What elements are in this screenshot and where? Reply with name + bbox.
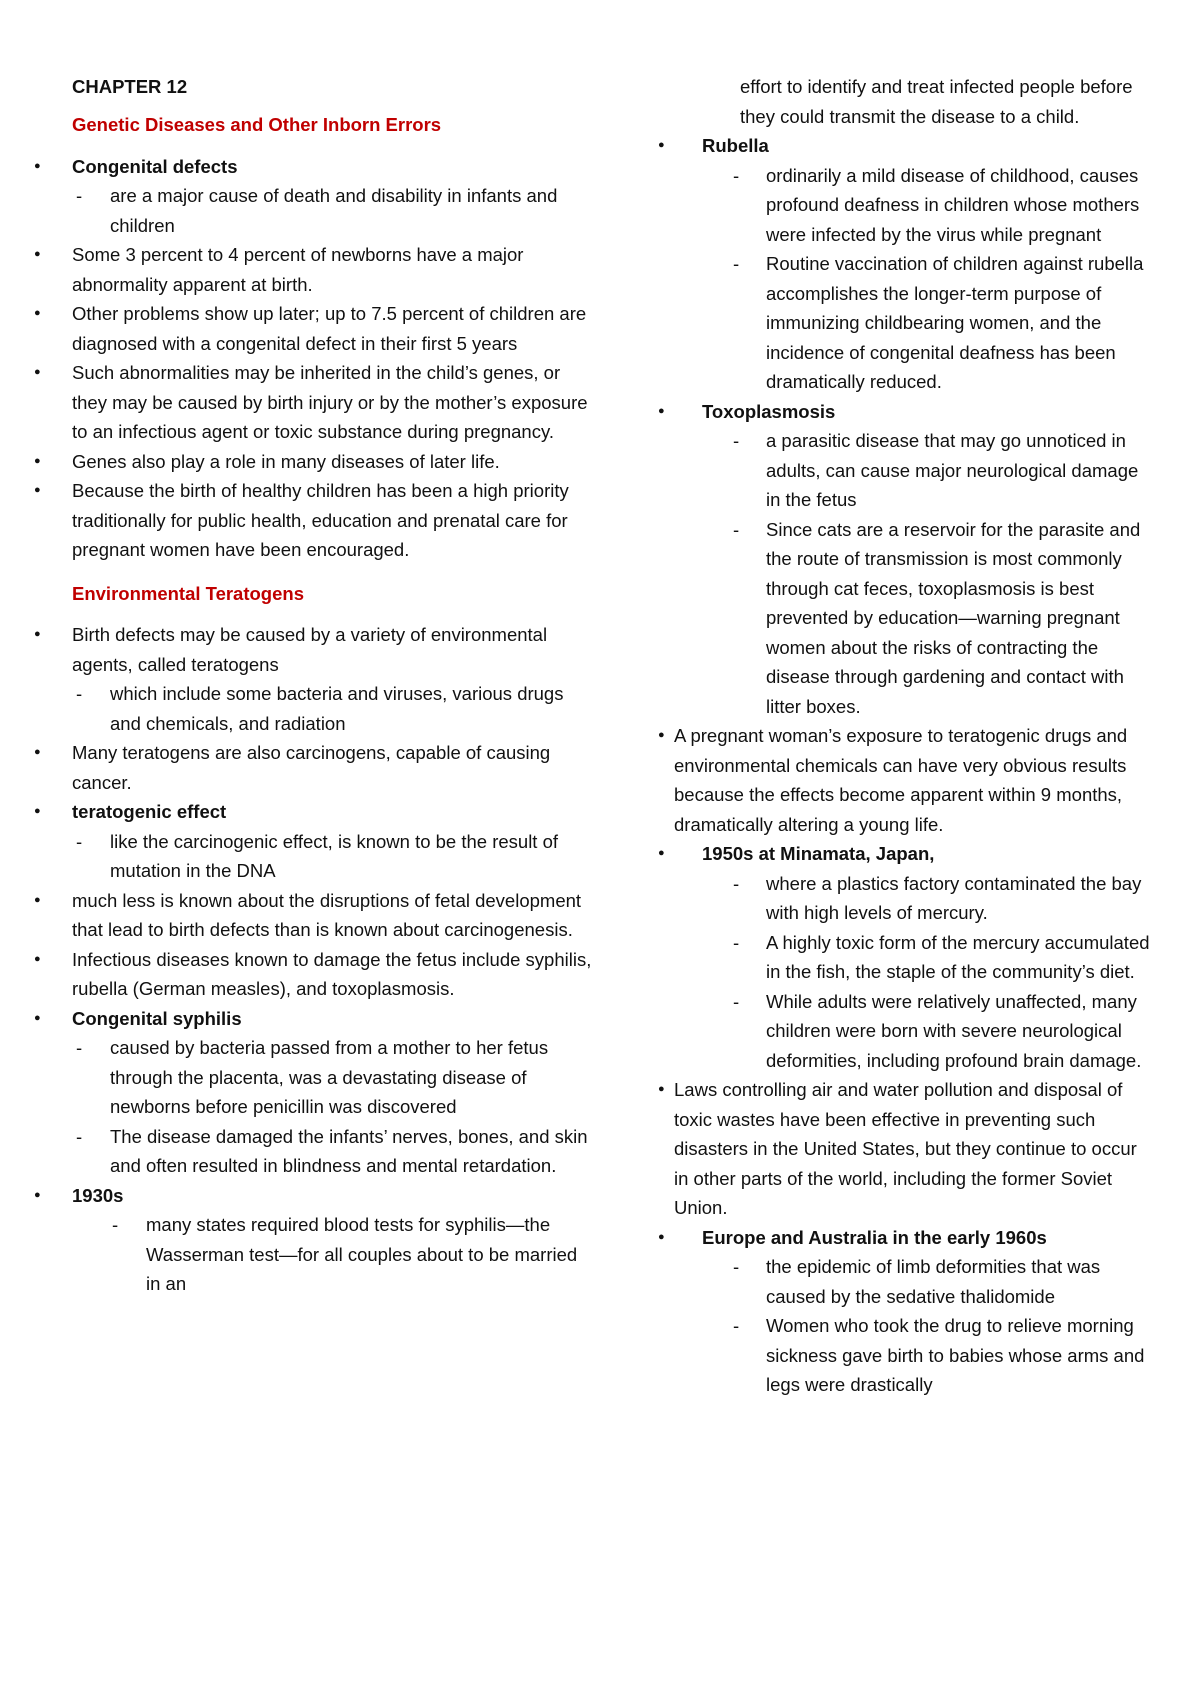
- bullet-congenital-defects: ● Congenital defects: [0, 152, 592, 182]
- bullet-item: ● Because the birth of healthy children has been a high priority traditionally for public health, education and prenatal care for pregnant women have been encouraged.: [0, 476, 592, 565]
- chapter-heading: CHAPTER 12: [72, 76, 188, 97]
- sub-item: - the epidemic of limb deformities that was caused by the sedative thalidomide: [638, 1252, 1150, 1311]
- sub-item: - which include some bacteria and viruses, various drugs and chemicals, and radiation: [0, 679, 592, 738]
- bullet-congenital-syphilis: ● Congenital syphilis: [0, 1004, 592, 1034]
- sub-item: - like the carcinogenic effect, is known to be the result of mutation in the DNA: [0, 827, 592, 886]
- section-title-genetic-diseases: Genetic Diseases and Other Inborn Errors: [72, 114, 442, 135]
- bullet-item: ● Genes also play a role in many diseases of later life.: [0, 447, 592, 477]
- sub-item: - are a major cause of death and disability in infants and children: [0, 181, 592, 240]
- bullet-item: ● Some 3 percent to 4 percent of newborns have a major abnormality apparent at birth.: [0, 240, 592, 299]
- sub-item: - where a plastics factory contaminated the bay with high levels of mercury.: [638, 869, 1150, 928]
- bullet-minamata: ● 1950s at Minamata, Japan,: [638, 839, 1150, 869]
- bullet-item: ● Such abnormalities may be inherited in the child’s genes, or they may be caused by birth injury or by the mother’s exposure to an infectious agent or toxic substance during pregnancy.: [0, 358, 592, 447]
- bullet-item: ● A pregnant woman’s exposure to teratogenic drugs and environmental chemicals can have very obvious results because the effects become apparent within 9 months, dramatically altering a young life.: [638, 721, 1150, 839]
- right-column: [660, 72, 1150, 1400]
- sub-item: - A highly toxic form of the mercury accumulated in the fish, the staple of the community’s diet.: [638, 928, 1150, 987]
- bullet-toxoplasmosis: ● Toxoplasmosis: [638, 397, 1150, 427]
- bullet-item: ● Other problems show up later; up to 7.5 percent of children are diagnosed with a congenital defect in their first 5 years: [0, 299, 592, 358]
- bullet-teratogenic-effect: ● teratogenic effect: [0, 797, 592, 827]
- sub-item: - caused by bacteria passed from a mother to her fetus through the placenta, was a devastating disease of newborns before penicillin was discovered: [0, 1033, 592, 1122]
- bullet-item: ● Laws controlling air and water pollution and disposal of toxic wastes have been effective in preventing such disasters in the United States, but they continue to occur in other parts of the world, including the former Soviet Union.: [638, 1075, 1150, 1223]
- bullet-rubella: ● Rubella: [638, 131, 1150, 161]
- sub-item: - While adults were relatively unaffected, many children were born with severe neurological deformities, including profound brain damage.: [638, 987, 1150, 1076]
- bullet-item: ● Birth defects may be caused by a variety of environmental agents, called teratogens: [0, 620, 592, 679]
- sub-item: - a parasitic disease that may go unnoticed in adults, can cause major neurological damage in the fetus: [638, 426, 1150, 515]
- bullet-item: ● Many teratogens are also carcinogens, capable of causing cancer.: [0, 738, 592, 797]
- sub-item: - The disease damaged the infants’ nerves, bones, and skin and often resulted in blindness and mental retardation.: [0, 1122, 592, 1181]
- sub-item: - many states required blood tests for syphilis—the Wasserman test—for all couples about to be married in an: [0, 1210, 592, 1299]
- section-title-environmental-teratogens: Environmental Teratogens: [72, 582, 304, 604]
- continued-text: effort to identify and treat infected people before they could transmit the disease to a child.: [740, 76, 1133, 127]
- sub-item: - Routine vaccination of children against rubella accomplishes the longer-term purpose of immunizing childbearing women, and the incidence of congenital deafness has been dramatically reduced.: [638, 249, 1150, 397]
- sub-item: - Since cats are a reservoir for the parasite and the route of transmission is most commonly through cat feces, toxoplasmosis is best prevented by education—warning pregnant women about the risks of contracting the disease through gardening and contact with litter boxes.: [638, 515, 1150, 722]
- left-column: [72, 110, 592, 1299]
- bullet-item: ● Infectious diseases known to damage the fetus include syphilis, rubella (German measles), and toxoplasmosis.: [0, 945, 592, 1004]
- sub-item: - ordinarily a mild disease of childhood, causes profound deafness in children whose mothers were infected by the virus while pregnant: [638, 161, 1150, 250]
- bullet-item: ● much less is known about the disruptions of fetal development that lead to birth defects than is known about carcinogenesis.: [0, 886, 592, 945]
- bullet-europe-australia: ● Europe and Australia in the early 1960s: [638, 1223, 1150, 1253]
- bullet-1930s: ● 1930s: [0, 1181, 592, 1211]
- sub-item: - Women who took the drug to relieve morning sickness gave birth to babies whose arms and legs were drastically: [638, 1311, 1150, 1400]
